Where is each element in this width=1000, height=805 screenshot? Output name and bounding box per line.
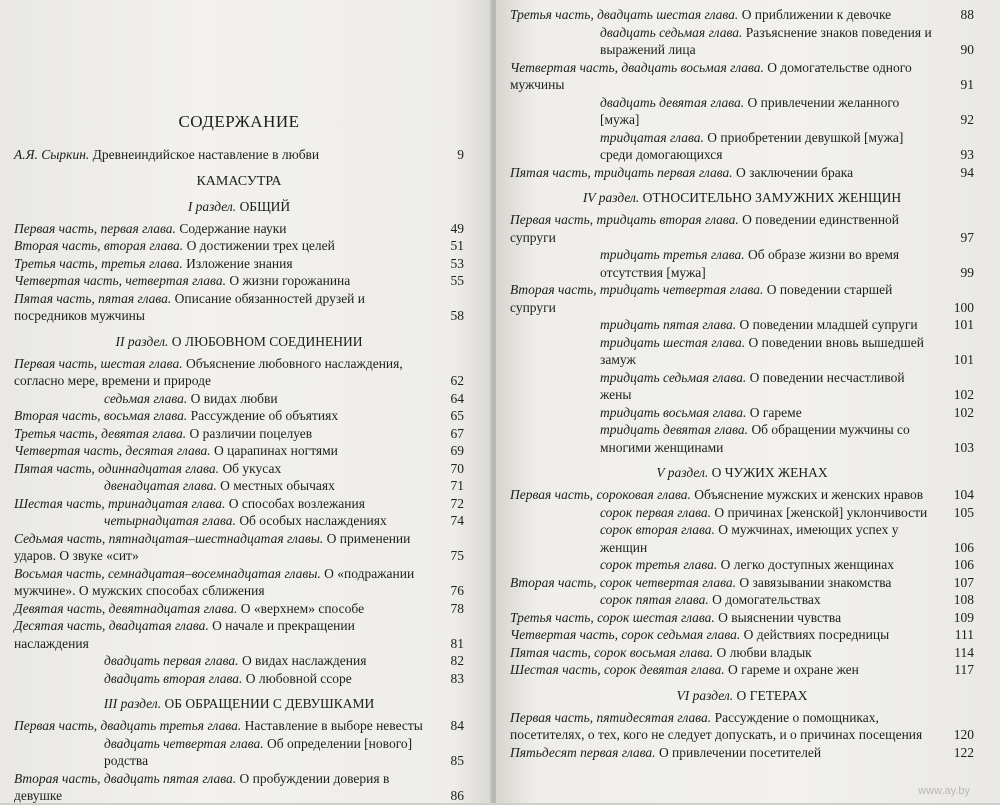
toc-entry [14,425,464,443]
toc-entry-text [14,290,434,325]
toc-entry [510,504,974,522]
toc-entry-page: 49 [450,220,464,236]
toc-entry [510,94,974,129]
toc-entry [14,220,464,238]
toc-entry-page: 105 [953,504,974,520]
toc-entry-text [510,24,944,59]
toc-entry-chapter: Вторая часть, двадцать пятая глава. [14,770,237,786]
toc-entry-title: Рассуждение об объятиях [190,408,339,423]
toc-entry-page: 90 [960,42,974,57]
toc-entry-page: 83 [450,670,464,686]
section-label: I раздел. [187,198,237,214]
toc-entry [510,281,974,316]
toc-entry-chapter: Седьмая часть, пятнадцатая–шестнадцатая главы. [14,530,324,546]
toc-entry-title: О привлечении посетителей [658,744,822,760]
toc-entry-chapter: четырнадцатая глава. [104,513,236,528]
toc-entry-text [510,246,944,281]
toc-entry-title: Наставление в выборе невесты [244,718,423,733]
toc-entry-chapter: Девятая часть, девятнадцатая глава. [14,600,238,616]
right-sections [510,190,974,761]
toc-entry [510,211,974,246]
toc-entry-chapter: Шестая часть, тринадцатая глава. [14,495,226,511]
toc-entry-chapter: Первая часть, тридцать вторая глава. [510,212,739,227]
toc-entry-page: 85 [450,753,464,768]
toc-entry-title: Объяснение мужских и женских нравов [694,487,924,502]
toc-entry-title: О видах наслаждения [241,653,367,668]
toc-entry-text [510,556,944,574]
toc-entry-title: Об образе жизни во время отсутствия [мужа] [600,247,900,280]
toc-entry-title: Об определении [нового] родства [104,735,413,768]
toc-entry [510,129,974,164]
intro-page: 9 [457,147,464,162]
toc-entry-title: Об обращении мужчины со многими женщинами [600,422,910,455]
toc-entry-page: 82 [450,653,464,668]
toc-entry-text [510,334,944,369]
section-name: О ЛЮБОВНОМ СОЕДИНЕНИИ [171,333,363,349]
section-label: IV раздел. [582,190,640,205]
toc-entry-page: 101 [953,352,974,367]
toc-entry [14,442,464,460]
toc-entry-chapter: тридцать пятая глава. [600,317,737,332]
toc-entry-page: 94 [960,164,974,180]
toc-entry-title: О выяснении чувства [718,609,842,625]
toc-entry [510,334,974,369]
toc-entry-page: 86 [450,788,464,803]
toc-entry-title: О поведении вновь вышедшей замуж [600,334,924,367]
toc-entry-page: 69 [450,443,464,458]
toc-entry-title: О поведении младшей супруги [739,317,918,332]
section-name: ОТНОСИТЕЛЬНО ЗАМУЖНИХ ЖЕНЩИН [642,190,902,205]
toc-entry-chapter: Вторая часть, тридцать четвертая глава. [510,282,764,297]
toc-entry [510,59,974,94]
section-name: ОБЩИЙ [239,198,291,214]
toc-entry-title: О видах любви [190,390,278,406]
toc-entry-title: О местных обычаях [220,478,335,493]
toc-entry-page: 75 [450,548,464,563]
toc-entry-text [14,442,434,460]
toc-entry-page: 107 [953,574,974,590]
section-heading [14,334,464,350]
toc-entry-page: 106 [953,539,974,555]
toc-entry [510,574,974,592]
toc-entry-chapter: сорок первая глава. [600,504,712,520]
toc-entry-text [14,565,434,600]
toc-entry-chapter: Третья часть, двадцать шестая глава. [510,7,739,22]
toc-entry-chapter: седьмая глава. [104,390,188,406]
right-page-body [510,0,974,761]
toc-entry-chapter: Пятая часть, одиннадцатая глава. [14,460,220,476]
intro-author: А.Я. Сыркин. [14,147,90,162]
toc-entry-title: О любви владык [716,644,812,660]
toc-entry-chapter: двадцать четвертая глава. [104,735,264,751]
toc-entry-text [510,486,944,504]
toc-entry-text [14,600,434,618]
toc-entry-chapter: Первая часть, сороковая глава. [510,487,691,502]
toc-entry-title: О «верхнем» способе [240,600,365,616]
toc-entry-title: О приближении к девочке [741,7,892,22]
toc-entry-chapter: двадцать первая глава. [104,653,239,668]
toc-entry-chapter: Пятая часть, пятая глава. [14,290,172,306]
toc-entry [14,460,464,478]
toc-entry-text [14,237,434,255]
toc-entry-chapter: Четвертая часть, десятая глава. [14,443,211,458]
toc-entry-text [510,574,944,592]
toc-entry-text [510,281,944,316]
toc-entry-chapter: Шестая часть, сорок девятая глава. [510,662,725,677]
toc-entry-title: О домогательстве одного мужчины [510,59,912,92]
toc-entry [14,272,464,290]
toc-entry-text [14,652,434,670]
toc-entry-title: О гареме и охране жен [728,662,859,677]
toc-entry-chapter: тридцать девятая глава. [600,422,749,437]
toc-entry-title: О легко доступных женщинах [720,557,895,572]
toc-entry-title: О мужчинах, имеющих успех у женщин [600,522,899,555]
toc-entry [510,404,974,422]
toc-entry-title: О домогательствах [712,592,821,607]
left-page [0,0,492,803]
toc-entry-page: 120 [953,727,974,742]
toc-entry-text [510,504,944,522]
toc-entry-title: Изложение знания [186,255,293,271]
toc-entry-text [510,644,944,662]
toc-entry-page: 71 [450,478,464,493]
toc-entry [14,735,464,770]
section-heading [14,696,464,712]
toc-entry-page: 64 [450,390,464,406]
section-name: О ЧУЖИХ ЖЕНАХ [711,465,828,480]
toc-entry-chapter: Пятая часть, тридцать первая глава. [510,164,733,180]
toc-entry [510,591,974,609]
toc-entry-text [14,220,434,238]
toc-entry-text [14,390,434,408]
toc-entry-text [510,421,944,456]
toc-entry-page: 53 [450,255,464,271]
toc-entry-text [510,609,944,627]
toc-entry-chapter: сорок третья глава. [600,557,718,572]
toc-entry-title: Об особых наслаждениях [239,513,387,528]
toc-entry [14,770,464,805]
toc-entry-chapter: двадцать девятая глава. [600,94,745,110]
section-name: О ГЕТЕРАХ [736,687,808,703]
toc-entry-text [14,512,434,530]
toc-entry [510,709,974,744]
toc-entry-text [14,477,434,495]
toc-entry-text [510,744,944,762]
toc-entry [14,237,464,255]
toc-entry [510,164,974,182]
toc-entry-text [510,211,944,246]
section-label: VI раздел. [676,687,734,703]
toc-entry [510,644,974,662]
toc-entry-text [14,425,434,443]
toc-entry-title: Разъяснение знаков поведения и выражений лица [600,24,932,57]
toc-entry [14,565,464,600]
toc-entry [14,717,464,735]
toc-entry-page: 122 [953,744,974,760]
toc-entry [510,369,974,404]
toc-entry-chapter: двадцать вторая глава. [104,670,243,686]
toc-entry-title: О жизни горожанина [229,273,351,288]
toc-entry-chapter: Первая часть, шестая глава. [14,355,183,371]
toc-entry [14,530,464,565]
toc-entry-text [510,94,944,129]
toc-entry-chapter: Вторая часть, сорок четвертая глава. [510,574,737,590]
toc-entry-text [510,661,944,679]
toc-entry-chapter: тридцать седьмая глава. [600,369,747,385]
toc-entry-text [14,407,434,425]
toc-entry-chapter: двадцать седьмая глава. [600,24,743,40]
toc-entry-title: Описание обязанностей друзей и посредников мужчины [14,290,366,323]
intro-entry [14,146,464,164]
toc-entry-page: 55 [450,273,464,288]
toc-entry-title: О поведении несчастливой жены [600,369,905,402]
toc-entry-title: О заключении брака [736,164,854,180]
toc-entry [14,495,464,513]
toc-entry-chapter: тридцатая глава. [600,129,704,145]
toc-entry-text [510,316,944,334]
toc-entry-chapter: Первая часть, первая глава. [14,220,176,236]
toc-entry [14,407,464,425]
toc-entry [14,390,464,408]
toc-entry-chapter: Вторая часть, восьмая глава. [14,408,188,423]
toc-entry [14,255,464,273]
toc-entry-text [14,255,434,273]
toc-entry-text [510,59,944,94]
toc-entry [510,661,974,679]
toc-entry-text [510,6,944,24]
toc-entry-page: 78 [450,600,464,616]
toc-entry-chapter: Третья часть, третья глава. [14,255,183,271]
toc-entry-page: 108 [953,592,974,607]
toc-entry-text [510,521,944,556]
section-name: ОБ ОБРАЩЕНИИ С ДЕВУШКАМИ [164,696,375,711]
toc-entry-page: 102 [953,404,974,420]
toc-entry-text [14,717,434,735]
toc-entry-page: 101 [953,317,974,332]
toc-entry-page: 104 [953,487,974,502]
toc-entry-text [510,369,944,404]
toc-entry-page: 103 [953,439,974,455]
toc-entry-page: 70 [450,460,464,476]
page-title: СОДЕРЖАНИЕ [178,112,300,131]
toc-entry-page: 109 [953,609,974,625]
toc-entry-chapter: Четвертая часть, двадцать восьмая глава. [510,59,764,75]
toc-entry-title: О гареме [749,404,802,420]
toc-entry-title: О способах возлежания [228,495,365,511]
toc-entry-text [14,460,434,478]
toc-entry [510,609,974,627]
toc-entry-page: 51 [450,238,464,253]
right-top-entries [510,6,974,181]
toc-entry-page: 72 [450,495,464,511]
toc-entry [510,486,974,504]
toc-entry-title: О пробуждении доверия в девушке [14,770,390,803]
toc-entry-title: О «подражании мужчине». О мужских способах сближения [14,565,415,598]
toc-entry-title: О царапинах ногтями [213,443,338,458]
toc-entry-page: 65 [450,408,464,423]
section-heading [14,199,464,215]
toc-entry-text [510,626,944,644]
toc-entry-page: 58 [450,308,464,323]
toc-entry-page: 67 [450,425,464,441]
right-page [496,0,1000,803]
watermark: www.ay.by [918,785,970,797]
book-title: КАМАСУТРА [196,173,282,189]
toc-entry-text [14,355,434,390]
toc-entry-page: 74 [450,513,464,528]
toc-entry-text [14,530,434,565]
toc-entry [510,24,974,59]
toc-entry-title: О достижении трех целей [186,238,335,253]
toc-entry-page: 97 [960,229,974,245]
toc-entry-title: О привлечении желанного [мужа] [600,94,900,127]
section-label: V раздел. [656,465,709,480]
section-label: III раздел. [103,696,162,711]
toc-entry-chapter: Четвертая часть, четвертая глава. [14,273,226,288]
toc-entry-page: 93 [960,147,974,162]
toc-entry-chapter: Вторая часть, вторая глава. [14,238,184,253]
toc-entry-title: Объяснение любовного наслаждения, согласно мере, времени и природе [14,355,403,388]
toc-entry-chapter: Восьмая часть, семнадцатая–восемнадцатая главы. [14,565,321,581]
toc-entry-chapter: Третья часть, девятая глава. [14,425,187,441]
toc-entry-title: Содержание науки [179,220,287,236]
toc-entry-page: 62 [450,373,464,388]
toc-entry-chapter: сорок пятая глава. [600,592,709,607]
toc-entry-page: 99 [960,264,974,280]
toc-entry-chapter: Пятая часть, сорок восьмая глава. [510,644,714,660]
toc-entry [510,246,974,281]
toc-entry-chapter: двенадцатая глава. [104,478,217,493]
toc-entry-page: 76 [450,583,464,598]
toc-entry-text [14,735,434,770]
toc-entry-page: 88 [960,7,974,22]
toc-entry [14,512,464,530]
toc-entry-text [14,272,434,290]
toc-entry-page: 81 [450,635,464,651]
toc-entry-chapter: тридцать восьмая глава. [600,404,747,420]
toc-entry [14,652,464,670]
section-label: II раздел. [115,333,169,349]
toc-entry-page: 106 [953,557,974,572]
toc-entry [510,421,974,456]
toc-entry-chapter: Четвертая часть, сорок седьмая глава. [510,627,741,642]
toc-entry-page: 92 [960,112,974,127]
section-heading [510,465,974,481]
toc-entry-title: О поведении старшей супруги [510,282,893,315]
toc-entry-title: О приобретении девушкой [мужа] среди домогающихся [600,129,904,162]
toc-entry-title: О применении ударов. О звуке «сит» [14,530,411,563]
toc-entry-text [510,129,944,164]
toc-entry [510,316,974,334]
toc-entry-chapter: сорок вторая глава. [600,522,715,537]
toc-entry-page: 102 [953,387,974,402]
toc-entry-text [14,617,434,652]
toc-entry-text [510,709,944,744]
intro-title: Древнеиндийское наставление в любви [92,147,320,162]
toc-entry-title: Об укусах [222,460,282,476]
toc-entry-text [510,164,944,182]
toc-entry-text [14,495,434,513]
toc-entry-page: 100 [953,299,974,315]
toc-entry [14,477,464,495]
toc-entry-text [14,770,434,805]
toc-entry-title: О действиях посредницы [743,627,890,642]
toc-entry [510,6,974,24]
toc-entry [510,744,974,762]
left-sections [14,199,464,805]
toc-entry [14,617,464,652]
toc-entry-page: 91 [960,77,974,92]
toc-entry-page: 111 [954,627,974,642]
section-heading [510,688,974,704]
toc-entry [510,626,974,644]
toc-entry-chapter: тридцать шестая глава. [600,334,746,350]
toc-entry-title: О завязывании знакомства [739,574,892,590]
toc-entry-title: Рассуждение о помощниках, посетителях, о тех, кого не следует допускать, и о причинах посещения [510,709,923,742]
toc-entry-title: О различии поцелуев [189,425,313,441]
toc-entry-title: О начале и прекращении наслаждения [14,618,355,651]
toc-entry-page: 117 [954,662,974,677]
toc-entry-text [14,670,434,688]
section-heading [510,190,974,206]
toc-entry-chapter: Пятьдесят первая глава. [510,744,656,760]
toc-entry [510,521,974,556]
toc-entry [14,355,464,390]
toc-entry-chapter: Первая часть, двадцать третья глава. [14,718,242,733]
toc-entry-chapter: тридцать третья глава. [600,247,745,262]
toc-entry-title: О любовной ссоре [245,670,352,686]
toc-entry-text [510,591,944,609]
toc-entry-title: О поведении единственной супруги [510,212,900,245]
toc-entry-chapter: Десятая часть, двадцатая глава. [14,618,209,633]
toc-entry [14,670,464,688]
toc-entry [14,290,464,325]
toc-entry-page: 114 [954,644,974,660]
toc-entry [510,556,974,574]
toc-entry-text [510,404,944,422]
toc-entry-chapter: Первая часть, пятидесятая глава. [510,709,712,725]
toc-entry [14,600,464,618]
toc-entry-page: 84 [450,718,464,733]
toc-entry-chapter: Третья часть, сорок шестая глава. [510,609,715,625]
toc-entry-title: О причинах [женской] уклончивости [714,504,928,520]
